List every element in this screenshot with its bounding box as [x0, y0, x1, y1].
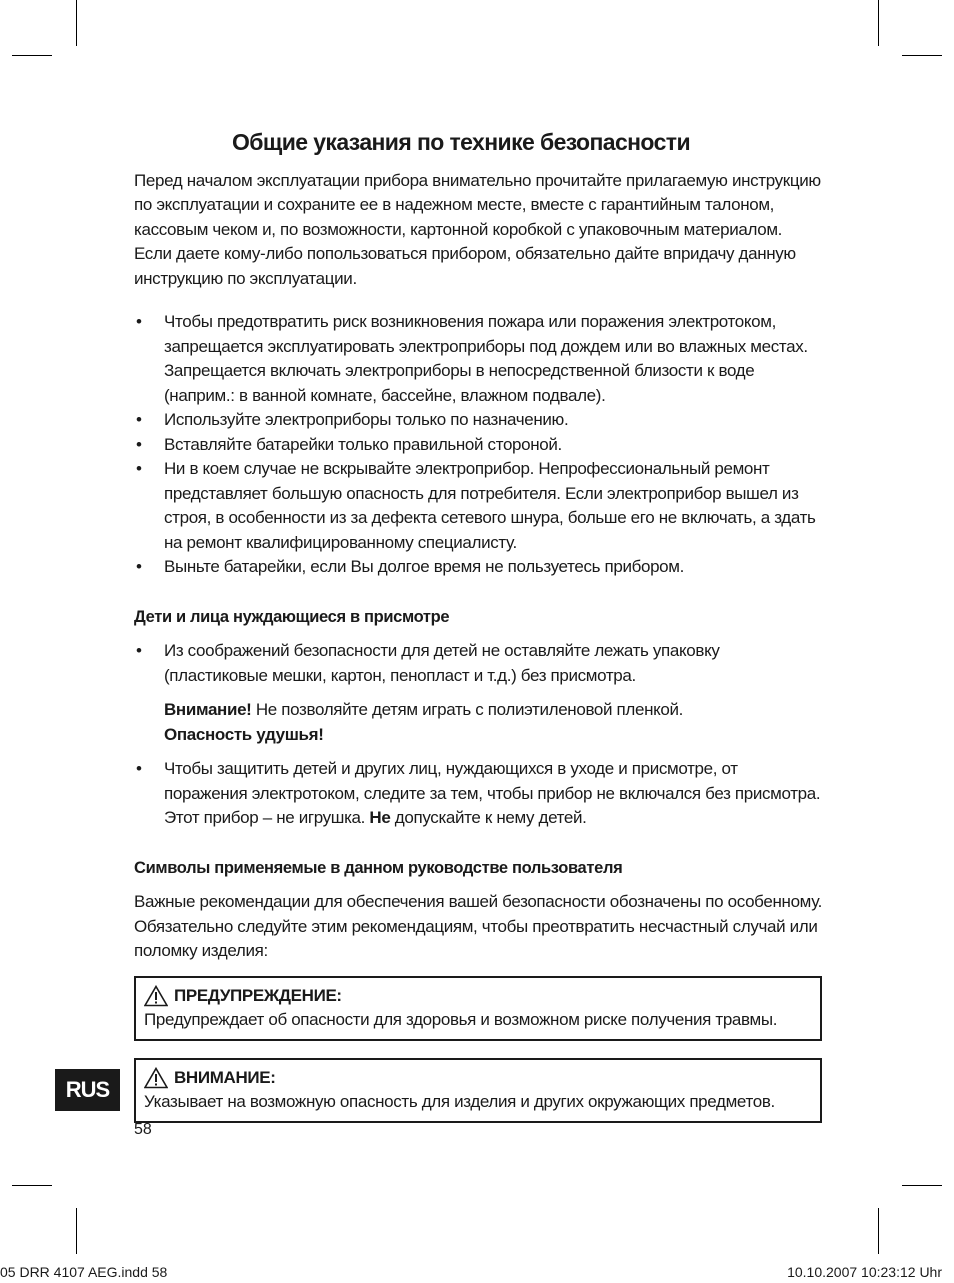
- language-tab: RUS: [55, 1069, 120, 1111]
- warning-text: Предупреждает об опасности для здоровья и возможном риске получения травмы.: [144, 1010, 778, 1029]
- list-item: • Используйте электроприборы только по назначению.: [136, 410, 569, 429]
- attention-text: Указывает на возможную опасность для изделия и других окружающих предметов.: [144, 1092, 775, 1111]
- warning-box: [134, 976, 822, 1041]
- list-item: • Выньте батарейки, если Вы долгое время не пользуетесь прибором.: [136, 557, 684, 576]
- attention-label: ВНИМАНИЕ:: [174, 1067, 276, 1087]
- crop-mark: [76, 1208, 77, 1254]
- page-content: [134, 130, 824, 1123]
- attention-box: [134, 1058, 822, 1123]
- symbols-paragraph: Важные рекомендации для обеспечения вашей безопасности обозначены по особенному. Обязательно следуйте этим рекомендациям, чтобы преотвратить несчастный случай или поломку изделия:: [134, 892, 823, 960]
- children-list: [134, 639, 824, 688]
- list-item: • Из соображений безопасности для детей не оставляйте лежать упаковку (пластиковые мешки, картон, пенопласт и т.д.) без присмотра.: [136, 641, 720, 685]
- page-title: Общие указания по технике безопасности: [232, 129, 690, 155]
- warning-label: ПРЕДУПРЕЖДЕНИЕ:: [174, 985, 342, 1005]
- list-item: • Чтобы защитить детей и других лиц, нуждающихся в уходе и присмотре, от поражения электротоком, следите за тем, чтобы прибор не включался без присмотра. Этот прибор – не игрушка. Не допускайте к нему детей.: [136, 759, 821, 827]
- symbols-heading: Символы применяемые в данном руководстве пользователя: [134, 858, 623, 877]
- page-number: 58: [134, 1121, 152, 1138]
- crop-mark: [12, 55, 52, 56]
- list-item: • Чтобы предотвратить риск возникновения пожара или поражения электротоком, запрещается эксплуатировать электроприборы под дождем или во влажных местах. Запрещается включать электроприборы в непосредственной близости к воде (наприм.: в ванной комнате, бассейне, влажном подвале).: [136, 312, 808, 405]
- crop-mark: [902, 55, 942, 56]
- list-item: • Ни в коем случае не вскрывайте электроприбор. Непрофессиональный ремонт представляет большую опасность для потребителя. Если электроприбор вышел из строя, в особенности из за дефекта сетевого шнура, больше его не включать, а здать на ремонт квалифицированному специалисту.: [136, 459, 816, 552]
- crop-mark: [878, 1208, 879, 1254]
- print-slug-file: 05 DRR 4107 AEG.indd 58: [0, 1264, 168, 1280]
- children-heading: Дети и лица нуждающиеся в присмотре: [134, 607, 450, 626]
- crop-mark: [76, 0, 77, 46]
- intro-paragraph: Перед началом эксплуатации прибора внимательно прочитайте прилагаемую инструкцию по эксплуатации и сохраните ее в надежном месте, вместе с гарантийным талоном, кассовым чеком и, по возможности, картонной коробкой с упаковочным материалом. Если даете кому-либо попользоваться прибором, обязательно дайте впридачу данную инструкцию по эксплуатации.: [134, 170, 821, 288]
- warning-triangle-icon: [144, 1067, 168, 1089]
- children-list-2: [134, 757, 824, 831]
- list-item: • Вставляйте батарейки только правильной стороной.: [136, 434, 562, 454]
- print-slug-date: 10.10.2007 10:23:12 Uhr: [787, 1264, 942, 1280]
- crop-mark: [902, 1185, 942, 1186]
- crop-mark: [12, 1185, 52, 1186]
- suffocation-note: Внимание! Не позволяйте детям играть с полиэтиленовой пленкой. Опасность удушья!: [164, 700, 684, 744]
- crop-mark: [878, 0, 879, 46]
- safety-list: [134, 310, 824, 580]
- warning-triangle-icon: [144, 985, 168, 1007]
